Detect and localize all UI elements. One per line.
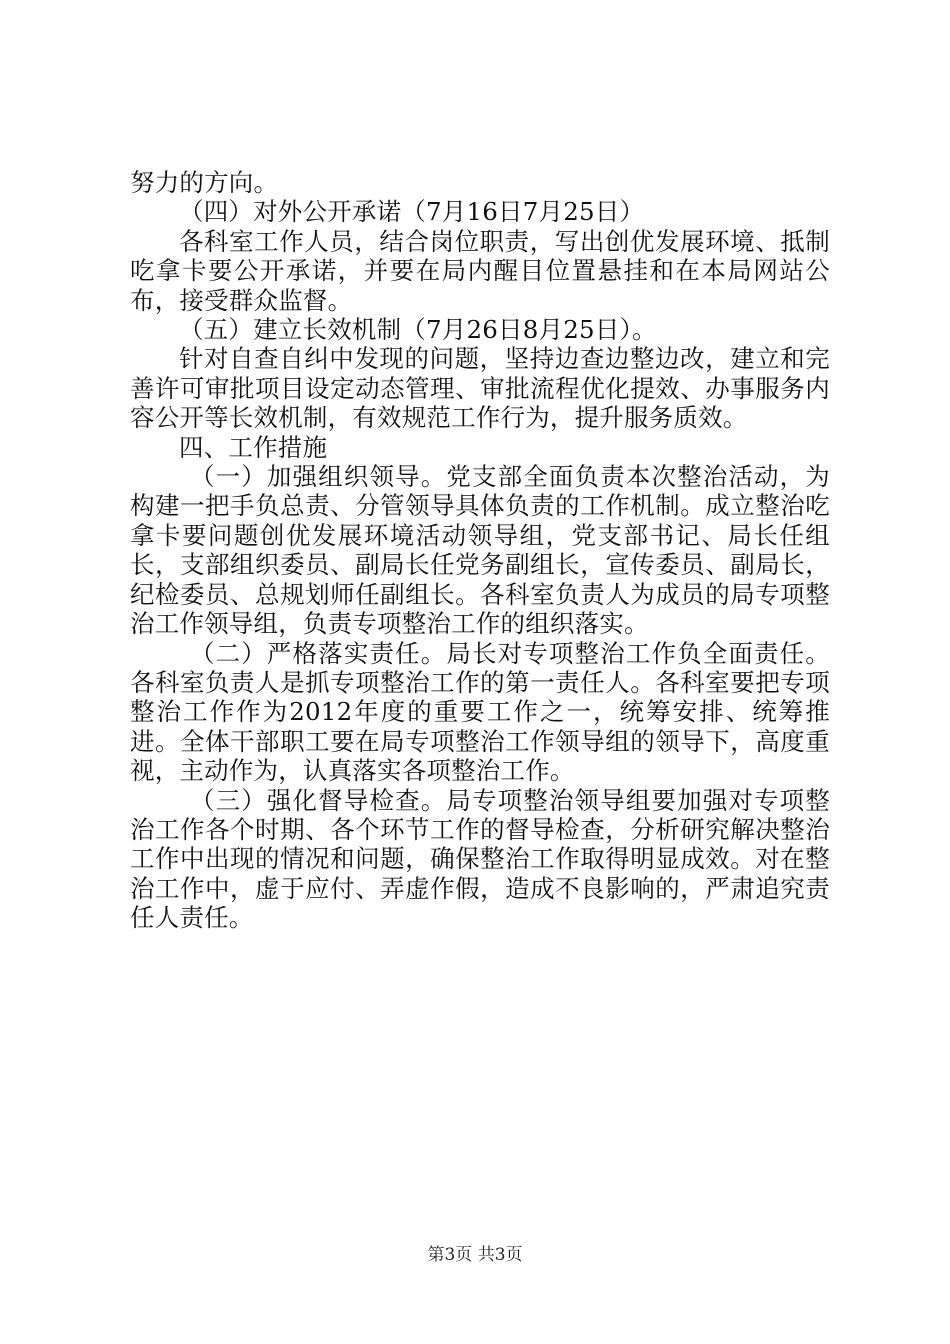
document-body (130, 168, 830, 933)
paragraph-leadership: （一）加强组织领导。党支部全面负责本次整治活动，为构建一把手负总责、分管领导具体负责的工作机制。成立整治吃拿卡要问题创优发展环境活动领导组，党支部书记、局长任组长，支部组织委员、副局长任党务副组长，宣传委员、副局长，纪检委员、总规划师任副组长。各科室负责人为成员的局专项整治工作领导组，负责专项整治工作的组织落实。 (130, 462, 830, 639)
section-heading-commitment: （四）对外公开承诺（7月16日7月25日） (179, 197, 645, 227)
section-heading-measures: 四、工作措施 (179, 432, 328, 462)
page-footer (0, 1244, 950, 1266)
paragraph-responsibility: （二）严格落实责任。局长对专项整治工作负全面责任。各科室负责人是抓专项整治工作的第一责任人。各科室要把专项整治工作作为2012年度的重要工作之一，统筹安排、统筹推进。全体干部职工要在局专项整治工作领导组的领导下，高度重视，主动作为，认真落实各项整治工作。 (130, 638, 830, 786)
paragraph-commitment: 各科室工作人员，结合岗位职责，写出创优发展环境、抵制吃拿卡要公开承诺，并要在局内醒目位置悬挂和在本局网站公布，接受群众监督。 (130, 226, 830, 315)
section-heading-mechanism: （五）建立长效机制（7月26日8月25日）。 (179, 315, 657, 345)
paragraph-continuation: 努力的方向。 (130, 168, 279, 197)
paragraph-mechanism: 针对自查自纠中发现的问题，坚持边查边整边改，建立和完善许可审批项目设定动态管理、审批流程优化提效、办事服务内容公开等长效机制，有效规范工作行为，提升服务质效。 (130, 344, 830, 433)
page-number: 第3页 共3页 (427, 1245, 523, 1265)
paragraph-supervision: （三）强化督导检查。局专项整治领导组要加强对专项整治工作各个时期、各个环节工作的督导检查，分析研究解决整治工作中出现的情况和问题，确保整治工作取得明显成效。对在整治工作中，虚于应付、弄虚作假，造成不良影响的，严肃追究责任人责任。 (130, 785, 830, 933)
